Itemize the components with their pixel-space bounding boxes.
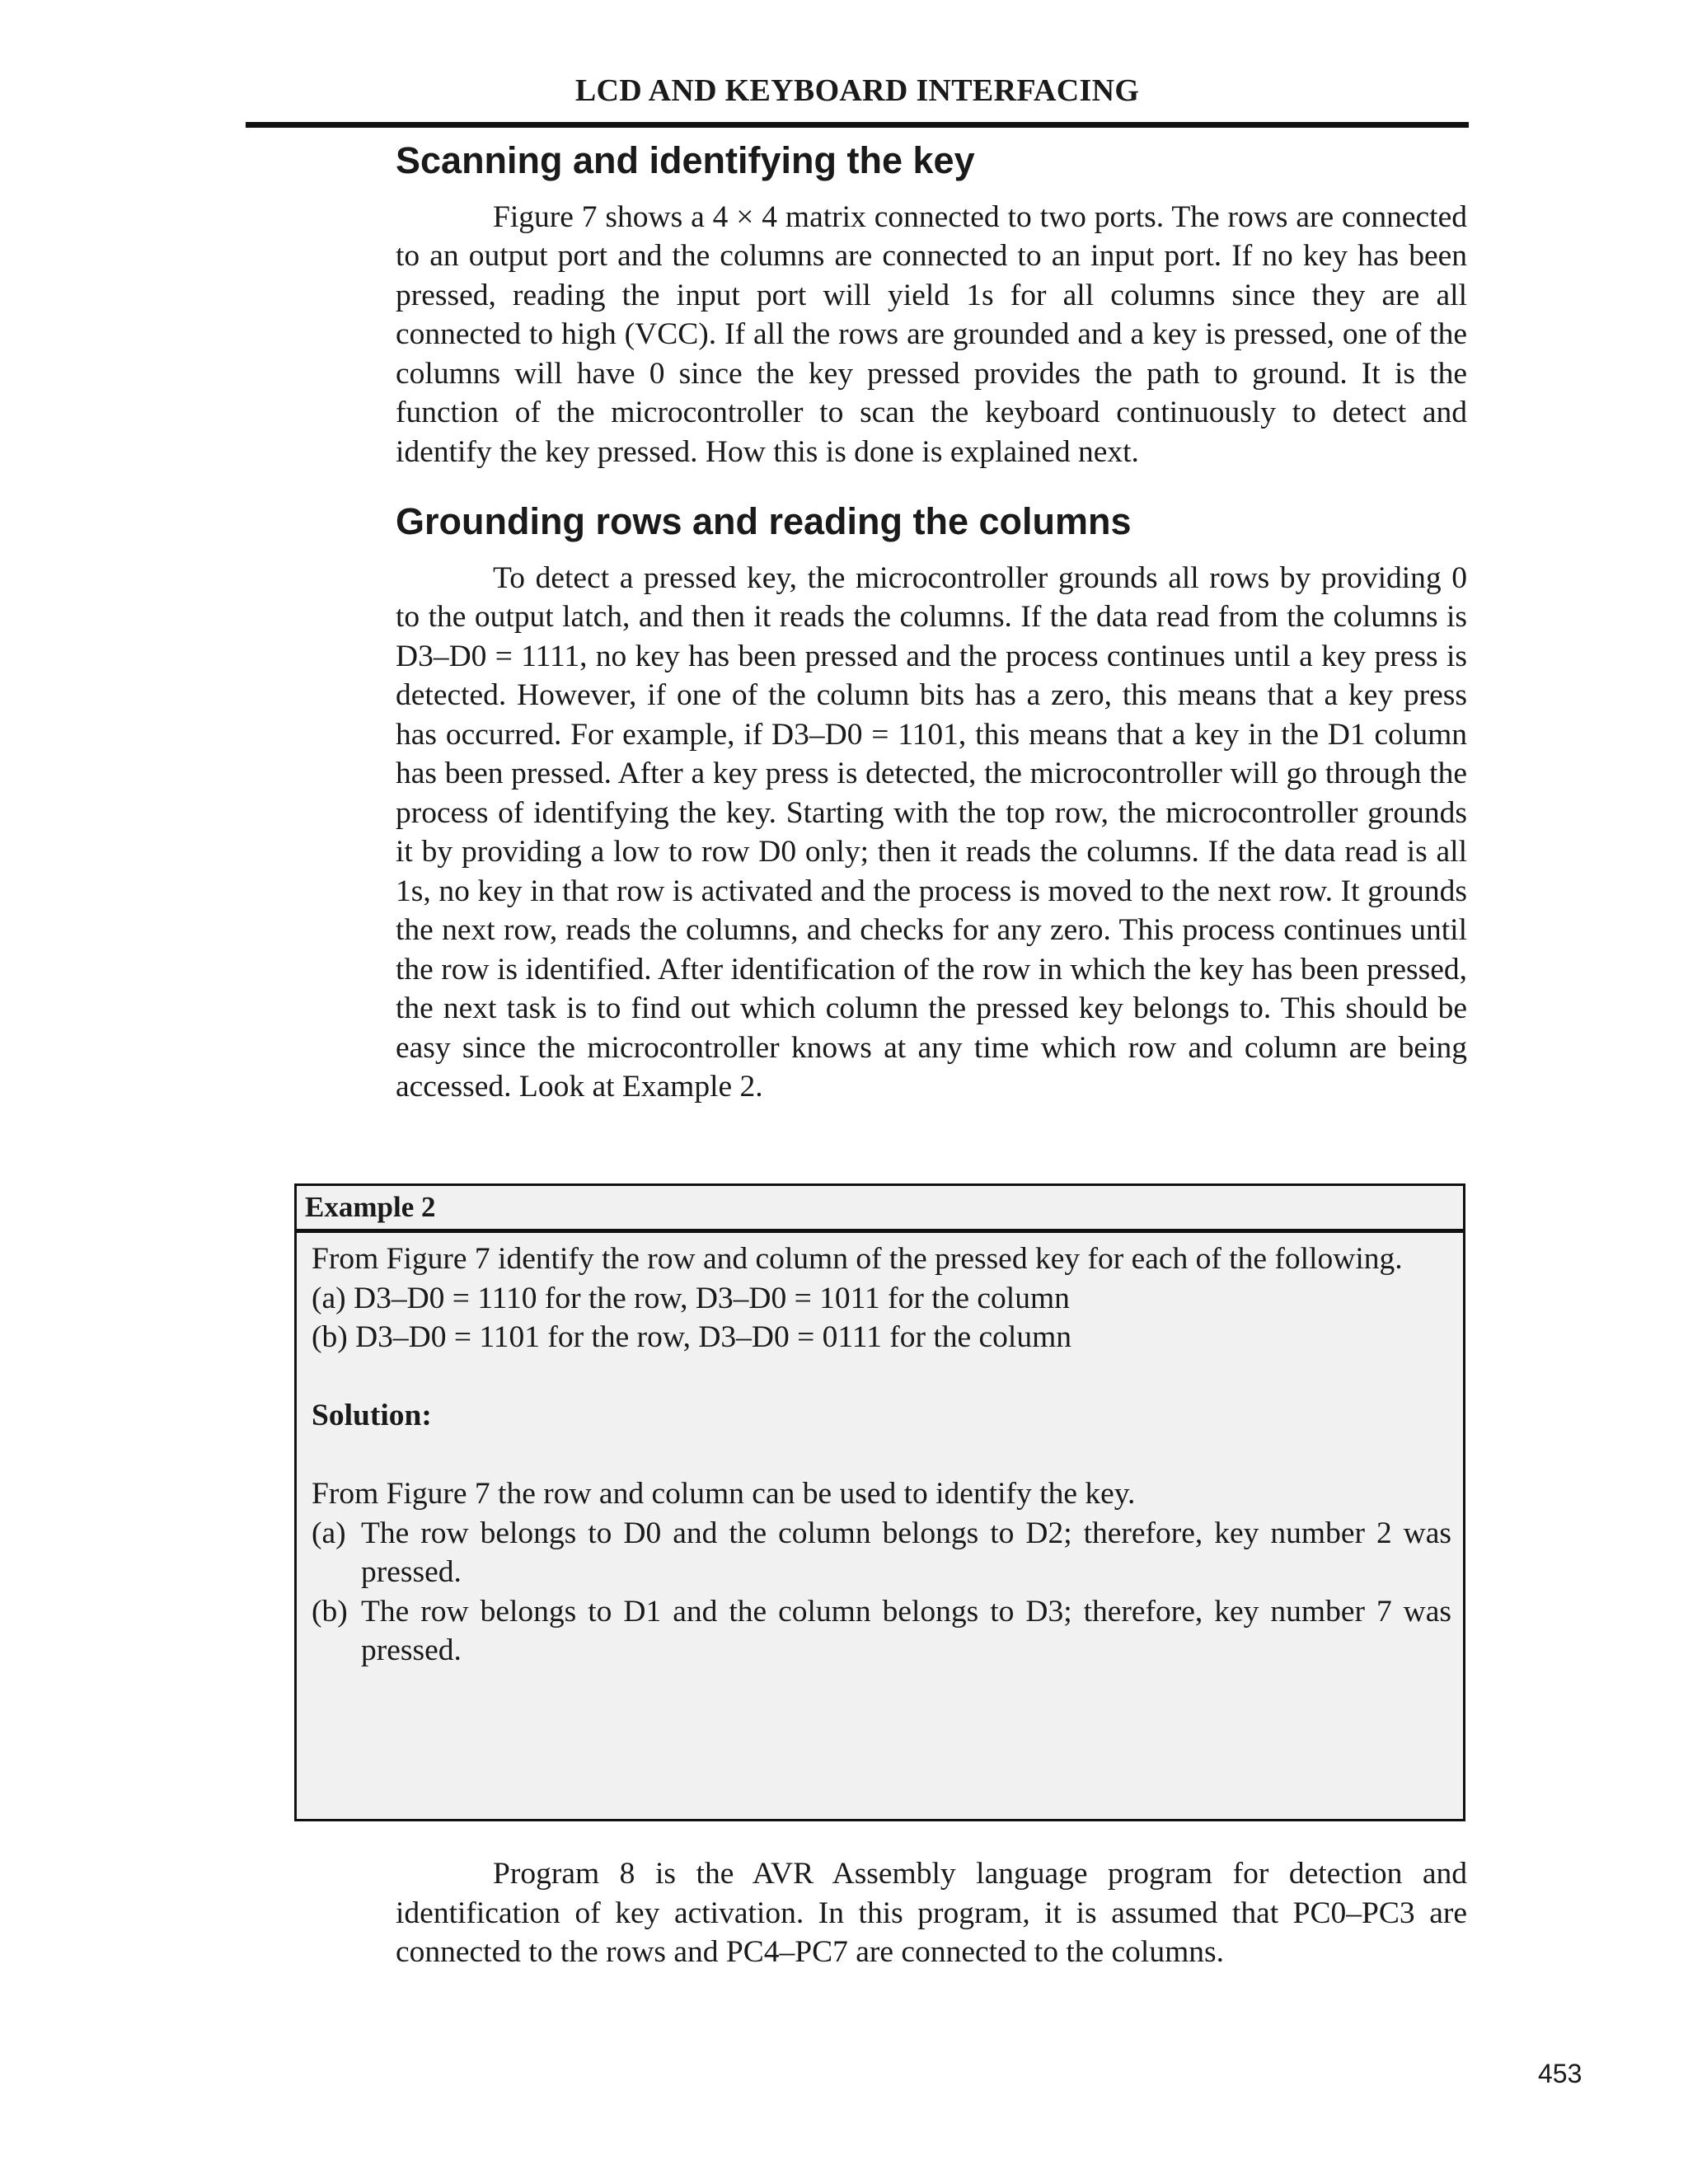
section-heading-scanning: Scanning and identifying the key [396,139,975,181]
header-rule [246,122,1469,128]
spacer [312,1436,1451,1475]
solution-item-text: The row belongs to D0 and the column belongs to D2; therefore, key number 2 was pressed. [361,1516,1451,1589]
paragraph-closing: Program 8 is the AVR Assembly language program for detection and identification of key activation. In this program, it is assumed that PC0–PC3 are connected to the rows and PC4–PC7 are connected to the columns. [396,1857,1467,1969]
section-heading-grounding: Grounding rows and reading the columns [396,500,1132,542]
solution-item-label: (a) [312,1516,346,1550]
section-scanning [396,140,1467,471]
example-question: From Figure 7 identify the row and column of the pressed key for each of the following. [312,1242,1403,1276]
example-title: Example 2 [297,1186,1463,1233]
paragraph-grounding: To detect a pressed key, the microcontroller grounds all rows by providing 0 to the output latch, and then it reads the columns. If the data read from the columns is D3–D0 = 1111, no key has been pressed and the process continues until a key press is detected. However, if one of the column bits has a zero, this means that a key press has occurred. For example, if D3–D0 = 1101, this means that a key in the D1 column has been pressed. After a key press is detected, the microcontroller will go through the process of identifying the key. Starting with the top row, the microcontroller grounds it by providing a low to row D0 only; then it reads the columns. If the data read is all 1s, no key in that row is activated and the process is moved to the next row. It grounds the next row, reads the columns, and checks for any zero. This process continues until the row is identified. After identification of the row in which the key has been pressed, the next task is to find out which column the pressed key belongs to. This should be easy since the microcontroller knows at any time which row and column are being accessed. Look at Example 2. [396,560,1467,1104]
solution-item [312,1592,1451,1671]
example-item: (b) D3–D0 = 1101 for the row, D3–D0 = 0111 for the column [312,1320,1071,1354]
solution-item [312,1514,1451,1592]
solution-label: Solution: [312,1399,432,1432]
spacer [312,1357,1451,1397]
solution-item-text: The row belongs to D1 and the column belongs to D3; therefore, key number 7 was pressed. [361,1594,1451,1667]
example-body [297,1233,1463,1671]
solution-item-label: (b) [312,1594,348,1629]
paragraph-scanning: Figure 7 shows a 4 × 4 matrix connected to two ports. The rows are connected to an output port and the columns are connected to an input port. If no key has been pressed, reading the input port will yield 1s for all columns since they are all connected to high (VCC). If all the rows are grounded and a key is pressed, one of the columns will have 0 since the key pressed provides the path to ground. It is the function of the microcontroller to scan the keyboard continuously to detect and identify the key pressed. How this is done is explained next. [396,199,1467,469]
page-number: 453 [1538,2059,1582,2088]
example-item: (a) D3–D0 = 1110 for the row, D3–D0 = 1011 for the column [312,1281,1070,1315]
solution-intro: From Figure 7 the row and column can be used to identify the key. [312,1477,1136,1511]
section-grounding [396,501,1467,1107]
example-box [294,1183,1465,1821]
running-head: LCD AND KEYBOARD INTERFACING [574,73,1140,108]
section-closing [396,1854,1467,1972]
